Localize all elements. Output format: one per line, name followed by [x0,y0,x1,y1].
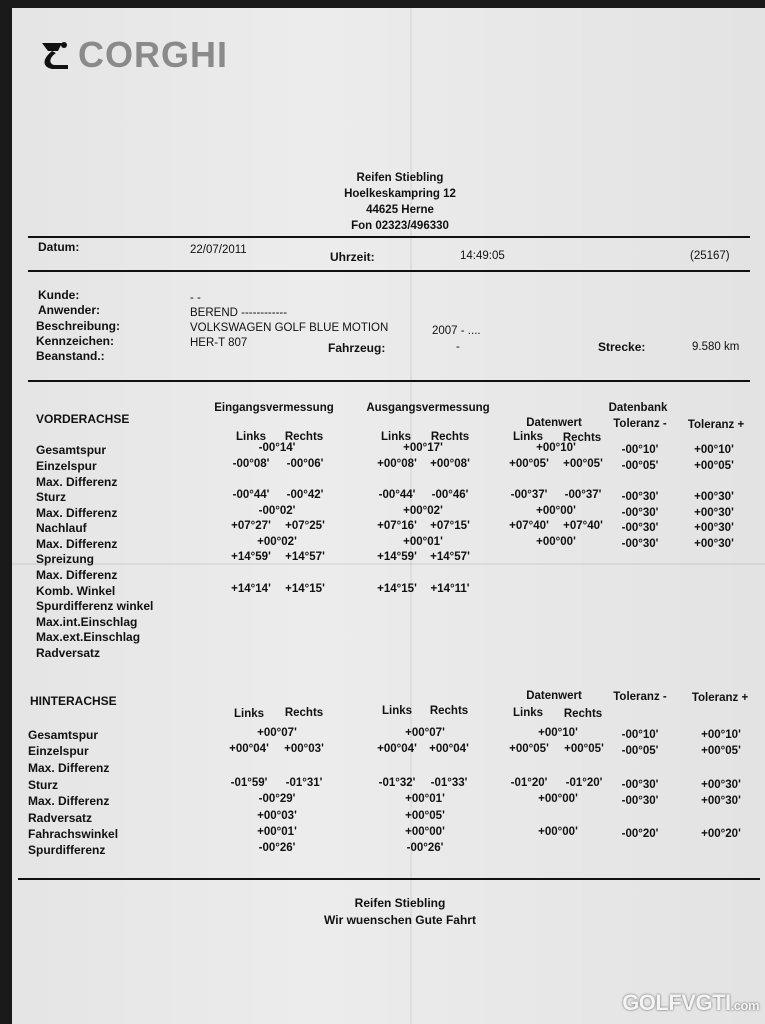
datum-value: 22/07/2011 [190,244,247,256]
value-db_l: -01°20' [510,777,548,789]
row-label: Gesamtspur [36,443,107,457]
value-in_c: -00°26' [258,842,296,854]
value-out_l: +14°59' [377,551,417,563]
value-out_c: -00°26' [406,842,444,854]
value-tp: +00°30' [694,491,734,503]
value-out_c: +00°01' [405,793,445,805]
value-tp: +00°30' [694,538,734,550]
value-db_c: +00°10' [536,442,576,454]
value-tm: -00°05' [621,745,659,757]
value-in_l: +14°59' [231,551,271,563]
rear-db-rechts-header: Rechts [563,708,603,720]
fahrzeug-label: Fahrzeug: [328,341,386,355]
value-tm: -00°10' [621,729,659,741]
row-label: Spurdifferenz [28,843,106,857]
rear-out-links-header: Links [381,705,413,717]
value-tp: +00°10' [694,444,734,456]
value-in_c: +00°01' [257,826,297,838]
value-db_c: +00°00' [538,826,578,838]
value-in_r: +07°25' [285,520,325,532]
value-tp: +00°10' [701,729,741,741]
value-out_l: +07°16' [377,520,417,532]
value-out_r: +00°08' [430,458,470,470]
corghi-logo-icon [38,37,72,73]
value-in_l: -00°44' [232,489,270,501]
value-out_l: +00°04' [377,743,417,755]
value-out_r: +07°15' [430,520,470,532]
value-out_c: +00°07' [405,727,445,739]
value-tp: +00°30' [694,522,734,534]
strecke-label: Strecke: [598,340,646,354]
value-tm: -00°30' [621,507,659,519]
value-out_r: +14°57' [430,551,470,563]
value-tp: +00°05' [701,745,741,757]
rear-tol-minus-header: Toleranz - [613,691,667,703]
row-label: Max. Differenz [36,475,118,489]
value-tp: +00°20' [701,828,741,840]
row-label: Spreizung [36,552,95,566]
value-in_r: +00°03' [284,743,324,755]
value-tm: -00°30' [621,491,659,503]
beschreibung-label: Beschreibung: [36,319,121,333]
front-in-rechts-header: Rechts [284,431,324,443]
value-db_r: +00°05' [564,743,604,755]
value-out_c: +00°05' [405,810,445,822]
corghi-logo [38,34,228,76]
row-label: Radversatz [28,811,93,825]
front-group-database: Datenbank [608,402,668,414]
beschreibung-value: VOLKSWAGEN GOLF BLUE MOTION [190,322,389,334]
value-tp: +00°05' [694,460,734,472]
value-db_c: +00°00' [538,793,578,805]
shop-name: Reifen Stiebling [356,172,444,184]
front-axle-title: VORDERACHSE [36,412,130,426]
front-group-input: Eingangsvermessung [214,402,334,414]
kunde-value: - - [190,292,201,304]
row-label: Max. Differenz [28,761,110,775]
value-in_l: -01°59' [230,777,268,789]
value-db_r: -01°20' [565,777,603,789]
value-tp: +00°30' [701,779,741,791]
value-out_c: +00°00' [405,826,445,838]
divider-line [28,380,750,382]
strecke-value: 9.580 km [692,341,740,353]
value-db_r: -00°37' [564,489,602,501]
kennzeichen-label: Kennzeichen: [36,334,115,348]
footer-shop-name: Reifen Stiebling [354,896,446,910]
value-tm: -00°30' [621,779,659,791]
value-in_l: +07°27' [231,520,271,532]
value-in_r: -01°31' [285,777,323,789]
shop-phone: Fon 02323/496330 [351,220,449,232]
value-out_r: +14°11' [430,583,470,595]
rear-datenwert-header: Datenwert [526,690,582,702]
front-in-links-header: Links [235,431,267,443]
row-label: Max. Differenz [28,794,110,808]
front-db-rechts-header: Rechts [562,432,602,444]
front-group-output: Ausgangsvermessung [366,402,490,414]
row-label: Radversatz [36,646,101,660]
row-label: Gesamtspur [28,728,99,742]
value-tm: -00°30' [621,795,659,807]
value-db_l: -00°37' [510,489,548,501]
rear-in-links-header: Links [233,708,265,720]
divider-line [28,236,750,238]
kunde-label: Kunde: [38,288,80,302]
value-in_r: -00°06' [286,458,324,470]
value-in_r: +14°57' [285,551,325,563]
row-label: Komb. Winkel [36,584,116,598]
beanstand-label: Beanstand.: [36,349,105,363]
value-out_c: +00°02' [403,505,443,517]
front-tol-plus-header: Toleranz + [687,419,745,431]
shop-street: Hoelkeskampring 12 [344,188,456,200]
shop-city: 44625 Herne [366,204,434,216]
value-tm: -00°30' [621,522,659,534]
value-in_c: +00°03' [257,810,297,822]
value-in_r: +14°15' [285,583,325,595]
row-label: Max.int.Einschlag [36,615,138,629]
value-db_c: +00°00' [536,505,576,517]
value-out_l: -00°44' [378,489,416,501]
value-in_c: +00°07' [257,727,297,739]
value-db_r: +00°05' [563,458,603,470]
row-label: Max.ext.Einschlag [36,630,141,644]
rear-tol-plus-header: Toleranz + [691,692,749,704]
watermark: GOLFVGTI.com [622,990,759,1015]
value-in_c: +00°02' [257,536,297,548]
paper-fold-horizontal [12,563,765,565]
report-number: (25167) [690,250,730,262]
value-in_l: -00°08' [232,458,270,470]
shop-address [280,170,520,234]
row-label: Max. Differenz [36,568,118,582]
value-db_l: +00°05' [509,458,549,470]
uhrzeit-value: 14:49:05 [460,250,505,262]
front-db-links-header: Links [512,431,544,443]
uhrzeit-label: Uhrzeit: [330,250,375,264]
rear-in-rechts-header: Rechts [284,707,324,719]
rear-out-rechts-header: Rechts [429,705,469,717]
footer [280,895,520,929]
row-label: Einzelspur [36,459,97,473]
value-db_l: +00°05' [509,743,549,755]
brand-name: CORGHI [78,34,228,75]
front-tol-minus-header: Toleranz - [613,418,667,430]
value-out_c: +00°17' [403,442,443,454]
value-out_r: -00°46' [431,489,469,501]
front-out-rechts-header: Rechts [430,431,470,443]
value-db_r: +07°40' [563,520,603,532]
rear-axle-title: HINTERACHSE [30,694,117,708]
value-in_l: +00°04' [229,743,269,755]
value-tm: -00°10' [621,444,659,456]
value-out_l: +14°15' [377,583,417,595]
row-label: Sturz [28,778,58,792]
front-out-links-header: Links [380,431,412,443]
row-label: Einzelspur [28,744,89,758]
value-in_c: -00°29' [258,793,296,805]
row-label: Fahrachswinkel [28,827,119,841]
value-tp: +00°30' [694,507,734,519]
rear-db-links-header: Links [512,707,544,719]
datum-label: Datum: [38,240,80,254]
baujahr-value: 2007 - .... [432,325,481,337]
value-in_c: -00°14' [258,442,296,454]
value-out_c: +00°01' [403,536,443,548]
row-label: Max. Differenz [36,537,118,551]
kennzeichen-value: HER-T 807 [190,337,248,349]
value-db_c: +00°10' [538,727,578,739]
value-in_l: +14°14' [231,583,271,595]
value-out_l: +00°08' [377,458,417,470]
fahrzeug-value: - [456,341,460,353]
value-db_l: +07°40' [509,520,549,532]
divider-line [28,270,750,272]
value-out_l: -01°32' [378,777,416,789]
anwender-value: BEREND ------------ [190,307,288,319]
row-label: Nachlauf [36,521,87,535]
row-label: Max. Differenz [36,506,118,520]
value-in_r: -00°42' [286,489,324,501]
value-tp: +00°30' [701,795,741,807]
value-tm: -00°20' [621,828,659,840]
front-datenwert-header: Datenwert [526,417,582,429]
value-tm: -00°30' [621,538,659,550]
divider-line [18,878,760,880]
value-db_c: +00°00' [536,536,576,548]
row-label: Spurdifferenz winkel [36,599,154,613]
row-label: Sturz [36,490,66,504]
value-out_r: -01°33' [430,777,468,789]
anwender-label: Anwender: [38,303,101,317]
footer-greeting: Wir wuenschen Gute Fahrt [324,913,476,927]
value-in_c: -00°02' [258,505,296,517]
value-out_r: +00°04' [429,743,469,755]
value-tm: -00°05' [621,460,659,472]
